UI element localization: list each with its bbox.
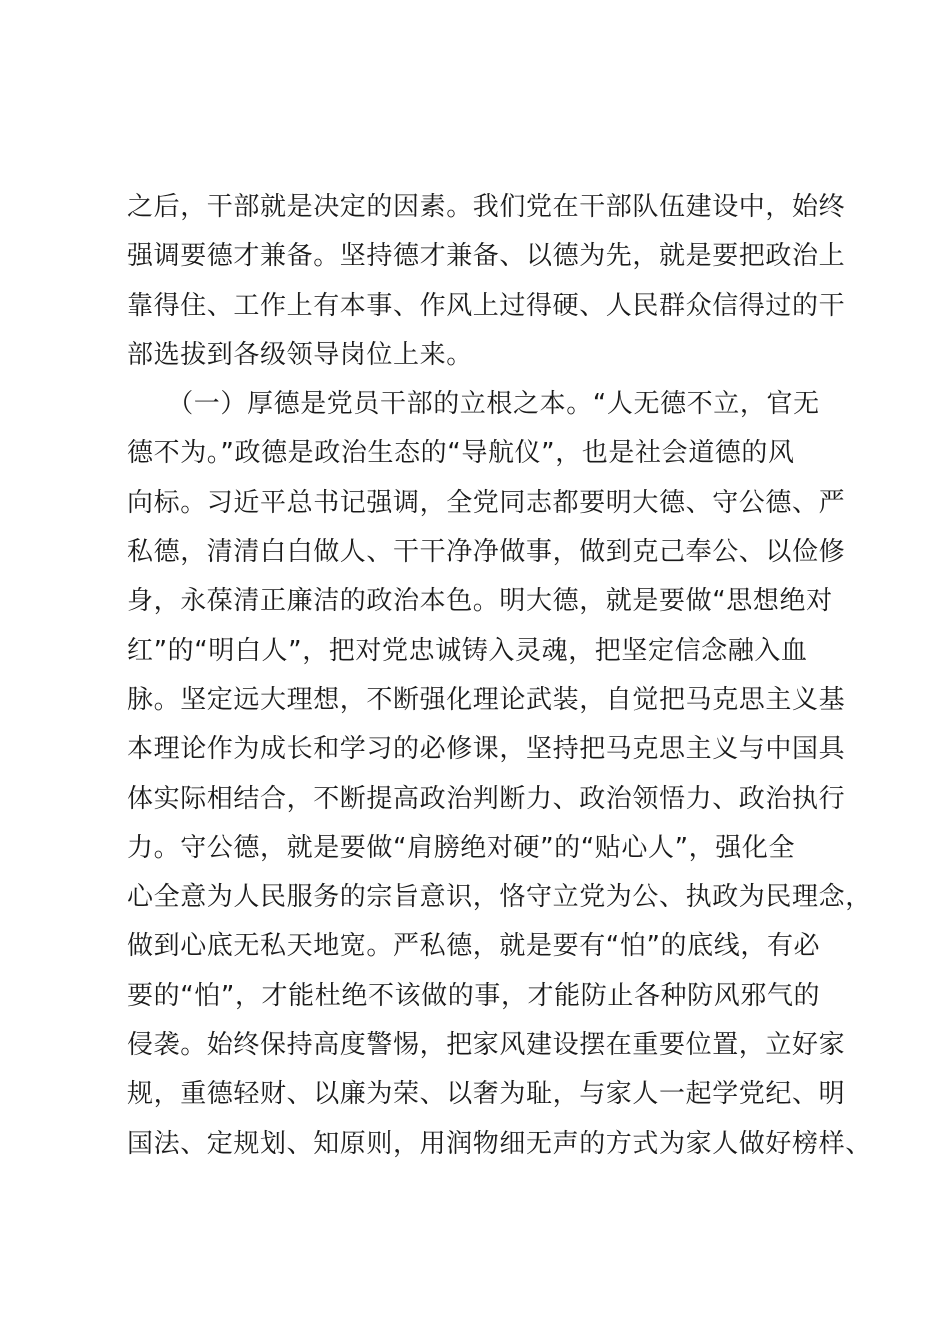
text-line-7: 向标。习近平总书记强调，全党同志都要明大德、守公德、严 bbox=[127, 487, 846, 518]
text-line-19: 规，重德轻财、以廉为荣、以奢为耻，与家人一起学党纪、明 bbox=[127, 1079, 846, 1110]
text-line-3: 靠得住、工作上有本事、作风上过得硬、人民群众信得过的干 bbox=[127, 290, 846, 321]
text-line-9: 身，永葆清正廉洁的政治本色。明大德，就是要做“思想绝对 bbox=[127, 586, 833, 617]
text-line-10: 红”的“明白人”，把对党忠诚铸入灵魂，把坚定信念融入血 bbox=[127, 635, 808, 666]
text-line-1: 之后，干部就是决定的因素。我们党在干部队伍建设中，始终 bbox=[127, 192, 846, 222]
text-line-14: 力。守公德，就是要做“肩膀绝对硬”的“贴心人”，强化全 bbox=[127, 832, 796, 863]
body-text bbox=[127, 183, 872, 1169]
text-line-12: 本理论作为成长和学习的必修课，坚持把马克思主义与中国具 bbox=[127, 734, 846, 765]
section-heading-line: （一）厚德是党员干部的立根之本。“人无德不立，官无 bbox=[127, 389, 820, 420]
text-line-13: 体实际相结合，不断提高政治判断力、政治领悟力、政治执行 bbox=[127, 783, 846, 814]
text-line-17: 要的“怕”，才能杜绝不该做的事，才能防止各种防风邪气的 bbox=[127, 980, 821, 1011]
text-line-4: 部选拔到各级领导岗位上来。 bbox=[127, 339, 473, 370]
text-line-16: 做到心底无私天地宽。严私德，就是要有“怕”的底线，有必 bbox=[127, 931, 821, 962]
text-line-18: 侵袭。始终保持高度警惕，把家风建设摆在重要位置，立好家 bbox=[127, 1030, 846, 1061]
text-line-6: 德不为。”政德是政治生态的“导航仪”，也是社会道德的风 bbox=[127, 438, 795, 469]
text-line-11: 脉。坚定远大理想，不断强化理论武装，自觉把马克思主义基 bbox=[127, 684, 846, 715]
text-line-8: 私德，清清白白做人、干干净净做事，做到克己奉公、以俭修 bbox=[127, 537, 846, 568]
text-line-15: 心全意为人民服务的宗旨意识，恪守立党为公、执政为民理念， bbox=[127, 882, 872, 913]
text-line-20: 国法、定规划、知原则，用润物细无声的方式为家人做好榜样、 bbox=[127, 1128, 872, 1159]
text-line-2: 强调要德才兼备。坚持德才兼备、以德为先，就是要把政治上 bbox=[127, 241, 846, 272]
